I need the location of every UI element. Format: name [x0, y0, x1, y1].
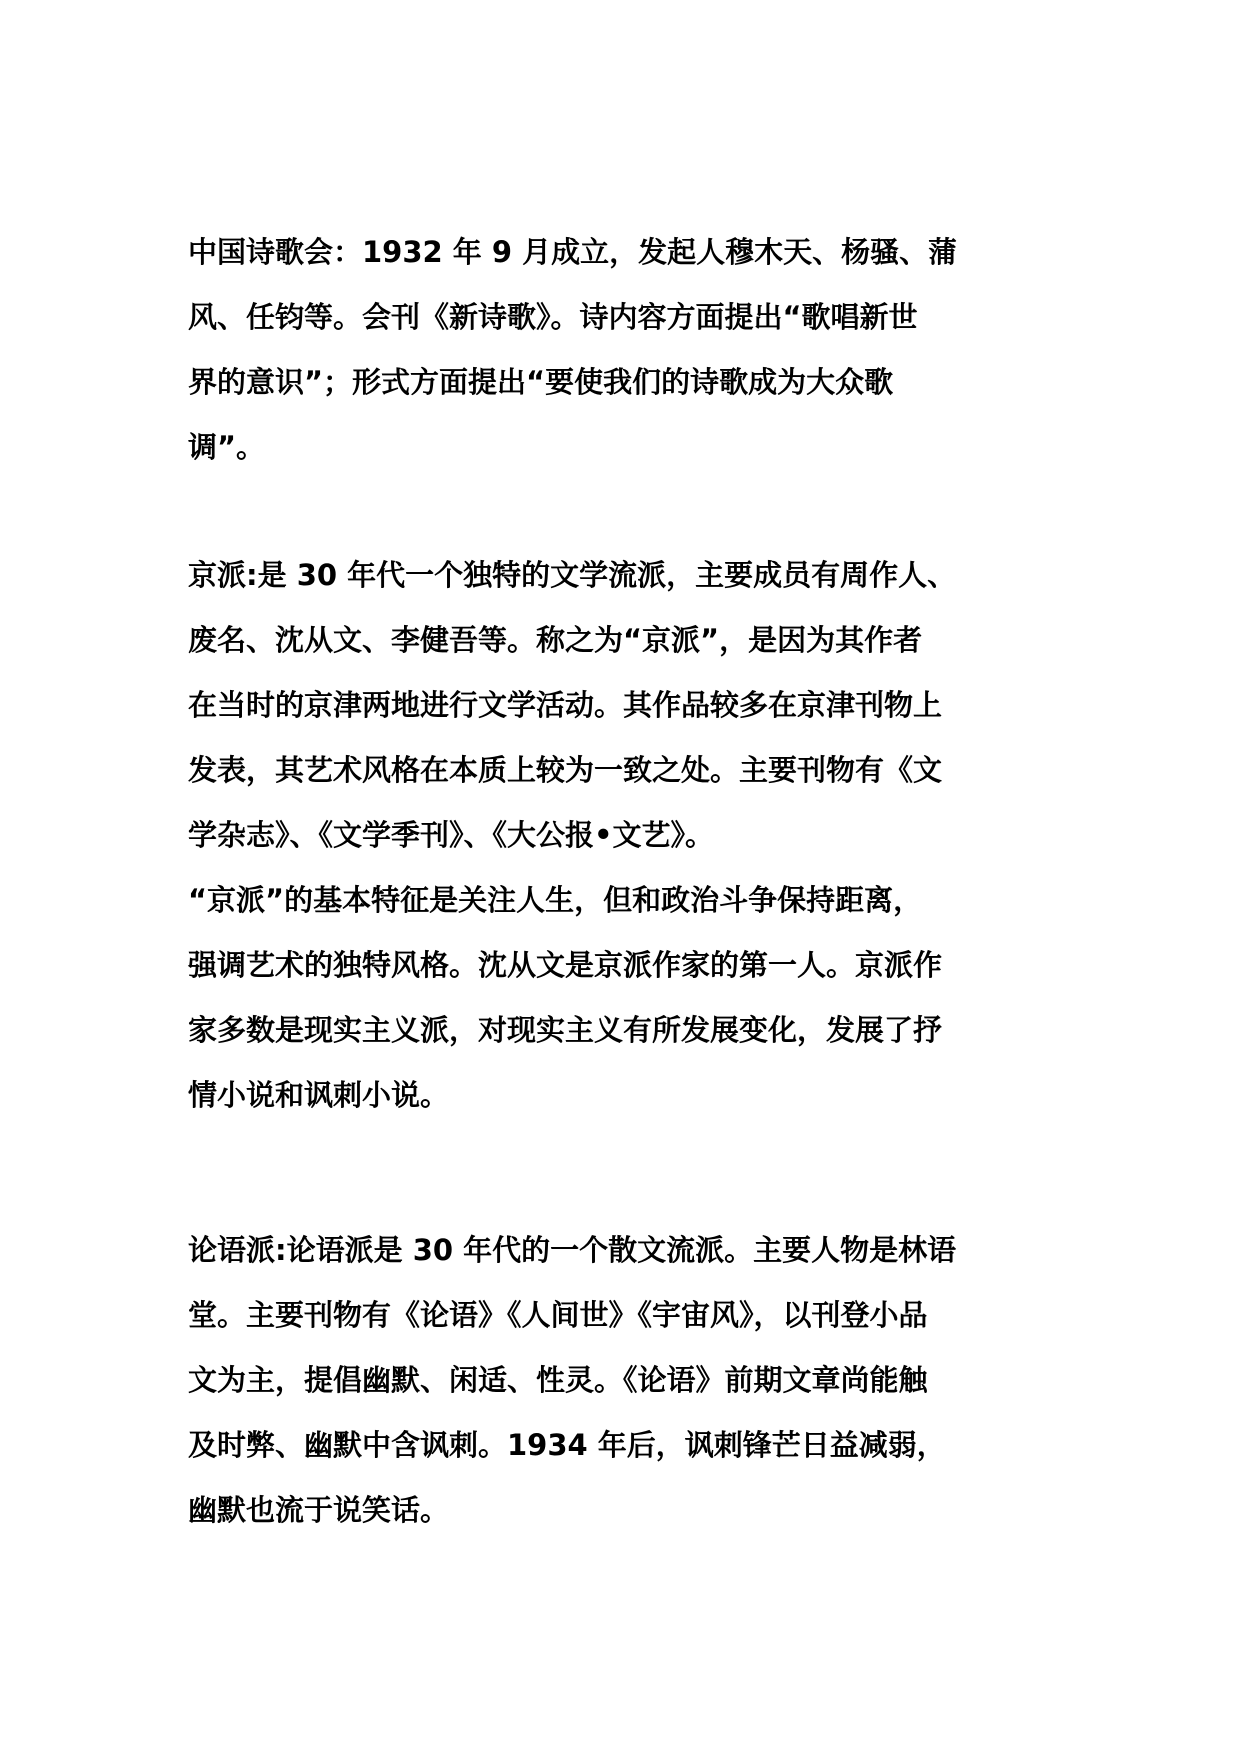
text-line: 中国诗歌会：1932 年 9 月成立，发起人穆木天、杨骚、蒲 [188, 235, 958, 269]
text-line: 家多数是现实主义派，对现实主义有所发展变化，发展了抒 [188, 1013, 943, 1047]
paragraph-china-poetry-society [188, 220, 1054, 480]
paragraph-analects-school [188, 1218, 1054, 1543]
text-line: 发表，其艺术风格在本质上较为一致之处。主要刊物有《文 [188, 753, 943, 787]
text-line: 堂。主要刊物有《论语》《人间世》《宇宙风》，以刊登小品 [188, 1298, 928, 1332]
text-line: 调”。 [188, 430, 266, 464]
text-line: “京派”的基本特征是关注人生，但和政治斗争保持距离， [188, 883, 923, 917]
text-line: 学杂志》、《文学季刊》、《大公报•文艺》。 [188, 818, 715, 852]
text-line: 在当时的京津两地进行文学活动。其作品较多在京津刊物上 [188, 688, 943, 722]
text-line: 废名、沈从文、李健吾等。称之为“京派”，是因为其作者 [188, 623, 923, 657]
text-line: 幽默也流于说笑话。 [188, 1493, 450, 1527]
text-line: 及时弊、幽默中含讽刺。1934 年后，讽刺锋芒日益减弱， [188, 1428, 946, 1462]
paragraph-jing-school [188, 543, 1054, 1128]
text-line: 论语派:论语派是 30 年代的一个散文流派。主要人物是林语 [188, 1233, 957, 1267]
text-line: 文为主，提倡幽默、闲适、性灵。《论语》前期文章尚能触 [188, 1363, 928, 1397]
text-line: 京派:是 30 年代一个独特的文学流派，主要成员有周作人、 [188, 558, 957, 592]
text-line: 情小说和讽刺小说。 [188, 1078, 450, 1112]
text-line: 界的意识”；形式方面提出“要使我们的诗歌成为大众歌 [188, 365, 894, 399]
text-line: 强调艺术的独特风格。沈从文是京派作家的第一人。京派作 [188, 948, 943, 982]
text-line: 风、任钧等。会刊《新诗歌》。诗内容方面提出“歌唱新世 [188, 300, 918, 334]
